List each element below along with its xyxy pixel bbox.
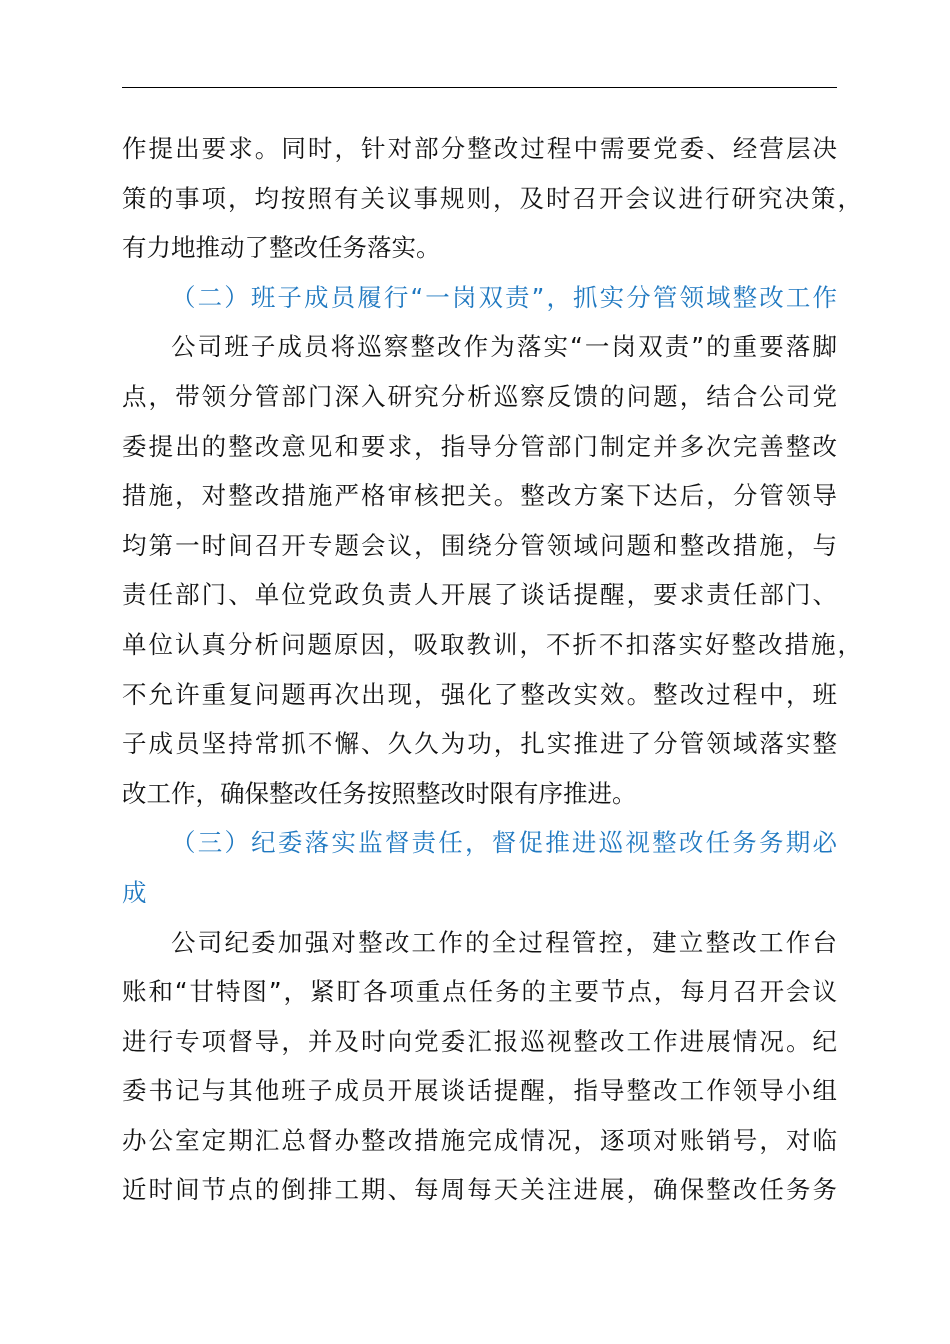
body-text-line: 子成员坚持常抓不懈、久久为功，扎实推进了分管领域落实整	[122, 729, 837, 759]
body-text-line: 均第一时间召开专题会议，围绕分管领域问题和整改措施，与	[122, 530, 837, 560]
section-heading-line: （二）班子成员履行“一岗双责”，抓实分管领域整改工作	[171, 282, 837, 312]
body-text-line: 单位认真分析问题原因，吸取教训，不折不扣落实好整改措施，	[122, 629, 862, 659]
body-text-line: 策的事项，均按照有关议事规则，及时召开会议进行研究决策，	[122, 183, 862, 213]
body-text-line: 有力地推动了整改任务落实。	[122, 233, 441, 263]
body-text-line: 近时间节点的倒排工期、每周每天关注进展，确保整改任务务	[122, 1175, 837, 1205]
body-text-line: 办公室定期汇总督办整改措施完成情况，逐项对账销号，对临	[122, 1125, 837, 1155]
body-text-line: 公司班子成员将巡察整改作为落实“一岗双责”的重要落脚	[171, 332, 837, 362]
header-rule	[122, 87, 837, 88]
body-text-line: 作提出要求。同时，针对部分整改过程中需要党委、经营层决	[122, 134, 837, 163]
body-text-line: 不允许重复问题再次出现，强化了整改实效。整改过程中，班	[122, 679, 837, 709]
body-text-line: 公司纪委加强对整改工作的全过程管控，建立整改工作台	[171, 927, 837, 957]
document-body	[122, 124, 862, 1215]
body-text-line: 进行专项督导，并及时向党委汇报巡视整改工作进展情况。纪	[122, 1026, 837, 1056]
body-text-line: 责任部门、单位党政负责人开展了谈话提醒，要求责任部门、	[122, 580, 837, 610]
body-text-line: 改工作，确保整改任务按照整改时限有序推进。	[122, 778, 637, 808]
section-heading-line: （三）纪委落实监督责任，督促推进巡视整改任务务期必	[171, 828, 837, 858]
body-text-line: 委提出的整改意见和要求，指导分管部门制定并多次完善整改	[122, 431, 837, 461]
body-text-line: 委书记与其他班子成员开展谈话提醒，指导整改工作领导小组	[122, 1076, 837, 1106]
section-heading-line: 成	[122, 877, 147, 907]
body-text-line: 账和“甘特图”，紧盯各项重点任务的主要节点，每月召开会议	[122, 977, 837, 1007]
body-text-line: 点，带领分管部门深入研究分析巡察反馈的问题，结合公司党	[122, 381, 837, 411]
body-text-line: 措施，对整改措施严格审核把关。整改方案下达后，分管领导	[122, 481, 837, 511]
